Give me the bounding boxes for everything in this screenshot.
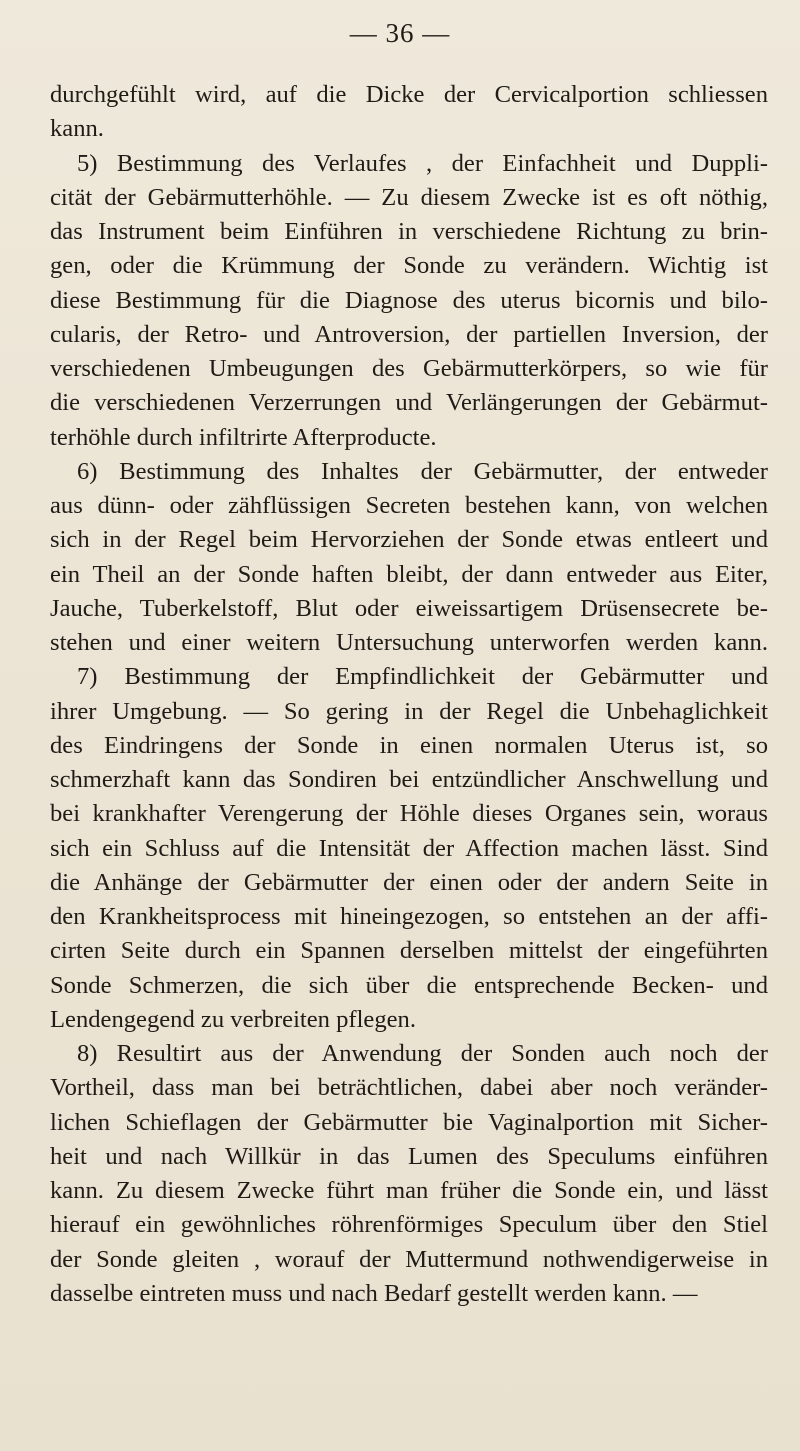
page-number: — 36 — (349, 18, 451, 48)
text-line: lichen Schieflagen der Gebärmutter bie Vaginalportion mit Sicher- (50, 1108, 768, 1136)
text-line: Lendengegend zu verbreiten pflegen. (50, 1005, 417, 1033)
text-line: sich in der Regel beim Hervorziehen der Sonde etwas entleert und (50, 526, 768, 554)
text-line: Jauche, Tuberkelstoff, Blut oder eiweissartigem Drüsensecrete be- (50, 594, 768, 622)
text-line: cirten Seite durch ein Spannen derselben mittelst der eingeführten (50, 937, 768, 965)
text-line: hierauf ein gewöhnliches röhrenförmiges Speculum über den Stiel (50, 1211, 768, 1239)
text-line: heit und nach Willkür in das Lumen des Speculums einführen (50, 1142, 768, 1170)
text-line: Vortheil, dass man bei beträchtlichen, dabei aber noch veränder- (50, 1074, 768, 1102)
section-7-start: 7) Bestimmung der Empfindlichkeit der Gebärmutter und (77, 663, 768, 691)
text-line: verschiedenen Umbeugungen des Gebärmutterkörpers, so wie für (50, 355, 768, 382)
section-8-start: 8) Resultirt aus der Anwendung der Sonden auch noch der (77, 1040, 768, 1067)
text-line: durchgefühlt wird, auf die Dicke der Cervicalportion schliessen (50, 81, 768, 108)
text-line: ein Theil an der Sonde haften bleibt, der dann entweder aus Eiter, (50, 560, 768, 588)
text-line: Sonde Schmerzen, die sich über die entsprechende Becken- und (50, 971, 768, 999)
text-line: des Eindringens der Sonde in einen normalen Uterus ist, so (50, 731, 768, 759)
body-text (50, 78, 768, 1311)
text-line: terhöhle durch infiltrirte Afterproducte. (50, 423, 437, 451)
text-line: aus dünn- oder zähflüssigen Secreten bestehen kann, von welchen (50, 492, 768, 519)
text-line: das Instrument beim Einführen in verschiedene Richtung zu brin- (50, 218, 768, 245)
text-line: dasselbe eintreten muss und nach Bedarf gestellt werden kann. — (50, 1279, 698, 1307)
section-5-start: 5) Bestimmung des Verlaufes , der Einfachheit und Duppli- (77, 149, 768, 177)
text-line: gen, oder die Krümmung der Sonde zu verändern. Wichtig ist (50, 252, 768, 280)
text-line: diese Bestimmung für die Diagnose des uterus bicornis und bilo- (50, 286, 768, 314)
text-line: bei krankhafter Verengerung der Höhle dieses Organes sein, woraus (50, 800, 768, 828)
text-line: ihrer Umgebung. — So gering in der Regel die Unbehaglichkeit (50, 697, 768, 725)
text-line: kann. Zu diesem Zwecke führt man früher die Sonde ein, und lässt (50, 1177, 768, 1204)
text-line: cularis, der Retro- und Antroversion, der partiellen Inversion, der (50, 320, 768, 348)
section-6-start: 6) Bestimmung des Inhaltes der Gebärmutter, der entweder (77, 457, 768, 485)
text-line: der Sonde gleiten , worauf der Muttermund nothwendigerweise in (50, 1245, 768, 1273)
text-line: sich ein Schluss auf die Intensität der Affection machen lässt. Sind (50, 834, 768, 862)
text-line: die Anhänge der Gebärmutter der einen oder der andern Seite in (50, 868, 768, 896)
text-line: schmerzhaft kann das Sondiren bei entzündlicher Anschwellung und (50, 766, 768, 793)
text-line: den Krankheitsprocess mit hineingezogen, so entstehen an der affi- (50, 903, 768, 930)
text-line: stehen und einer weitern Untersuchung unterworfen werden kann. (50, 629, 768, 656)
text-line: cität der Gebärmutterhöhle. — Zu diesem Zwecke ist es oft nöthig, (50, 183, 768, 211)
text-line: kann. (50, 115, 104, 143)
text-line: die verschiedenen Verzerrungen und Verlängerungen der Gebärmut- (50, 389, 768, 417)
